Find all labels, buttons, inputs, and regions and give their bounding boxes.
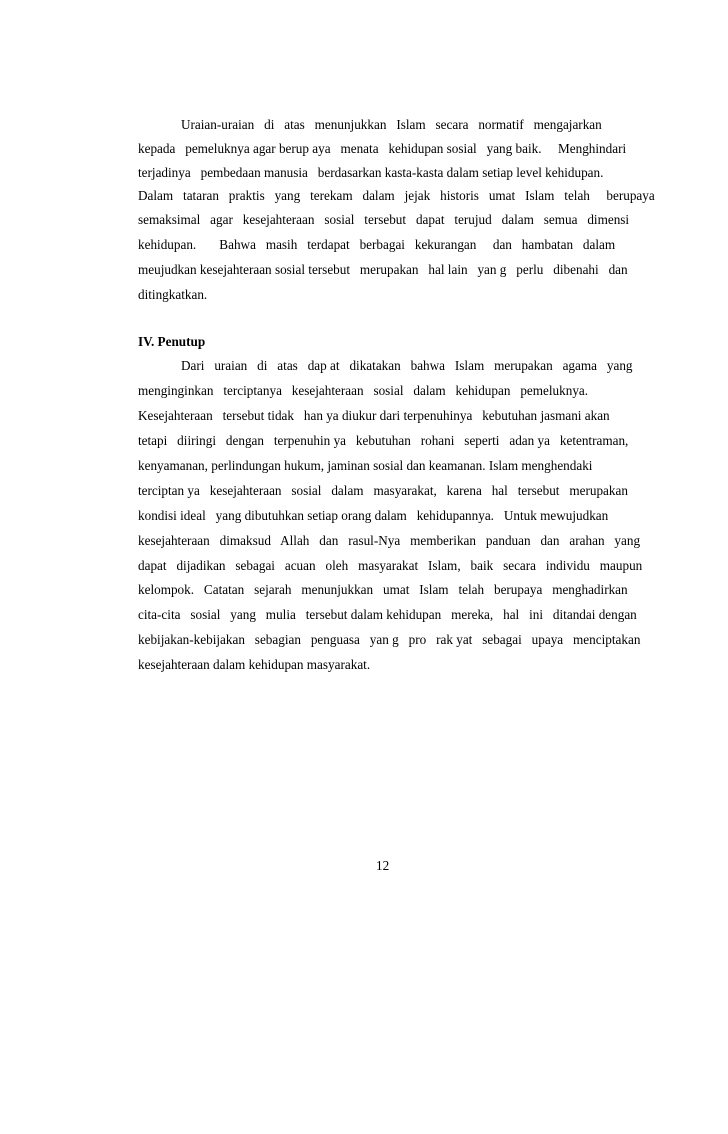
section-heading: IV. Penutup (138, 334, 206, 349)
paragraph-2-line: cita-cita sosial yang mulia tersebut dalam kehidupan mereka, hal ini ditandai dengan (138, 607, 637, 622)
paragraph-2-line: terciptan ya kesejahteraan sosial dalam masyarakat, karena hal tersebut merupakan (138, 483, 628, 498)
paragraph-2-line: kesejahteraan dalam kehidupan masyarakat. (138, 657, 371, 672)
page-number: 12 (376, 858, 390, 873)
paragraph-1-line: kehidupan. Bahwa masih terdapat berbagai kekurangan dan hambatan dalam (138, 237, 616, 252)
paragraph-1-line: semaksimal agar kesejahteraan sosial tersebut dapat terujud dalam semua dimensi (138, 212, 630, 227)
paragraph-2-line: kesejahteraan dimaksud Allah dan rasul-Nya memberikan panduan dan arahan yang (138, 533, 641, 548)
paragraph-2-line: Dari uraian di atas dap at dikatakan bahwa Islam merupakan agama yang (181, 358, 633, 373)
paragraph-2-line: tetapi diiringi dengan terpenuhin ya kebutuhan rohani seperti adan ya ketentraman, (138, 433, 629, 448)
paragraph-1-line: meujudkan kesejahteraan sosial tersebut merupakan hal lain yan g perlu dibenahi dan (138, 262, 628, 277)
paragraph-2-line: Kesejahteraan tersebut tidak han ya diukur dari terpenuhinya kebutuhan jasmani akan (138, 408, 610, 423)
paragraph-1-line: Dalam tataran praktis yang terekam dalam jejak historis umat Islam telah berupaya (138, 188, 655, 203)
paragraph-1-line: ditingkatkan. (138, 287, 208, 302)
paragraph-1-line: terjadinya pembedaan manusia berdasarkan kasta-kasta dalam setiap level kehidupan. (138, 165, 604, 180)
paragraph-2-line: kebijakan-kebijakan sebagian penguasa yan g pro rak yat sebagai upaya menciptakan (138, 632, 641, 647)
paragraph-2-line: kondisi ideal yang dibutuhkan setiap orang dalam kehidupannya. Untuk mewujudkan (138, 508, 609, 523)
paragraph-2-line: kelompok. Catatan sejarah menunjukkan umat Islam telah berupaya menghadirkan (138, 582, 628, 597)
paragraph-2-line: menginginkan terciptanya kesejahteraan sosial dalam kehidupan pemeluknya. (138, 383, 589, 398)
paragraph-1-line: Uraian-uraian di atas menunjukkan Islam secara normatif mengajarkan (181, 117, 602, 132)
paragraph-2-line: dapat dijadikan sebagai acuan oleh masyarakat Islam, baik secara individu maupun (138, 558, 643, 573)
paragraph-2-line: kenyamanan, perlindungan hukum, jaminan sosial dan keamanan. Islam menghendaki (138, 458, 593, 473)
paragraph-1-line: kepada pemeluknya agar berup aya menata kehidupan sosial yang baik. Menghindari (138, 141, 627, 156)
